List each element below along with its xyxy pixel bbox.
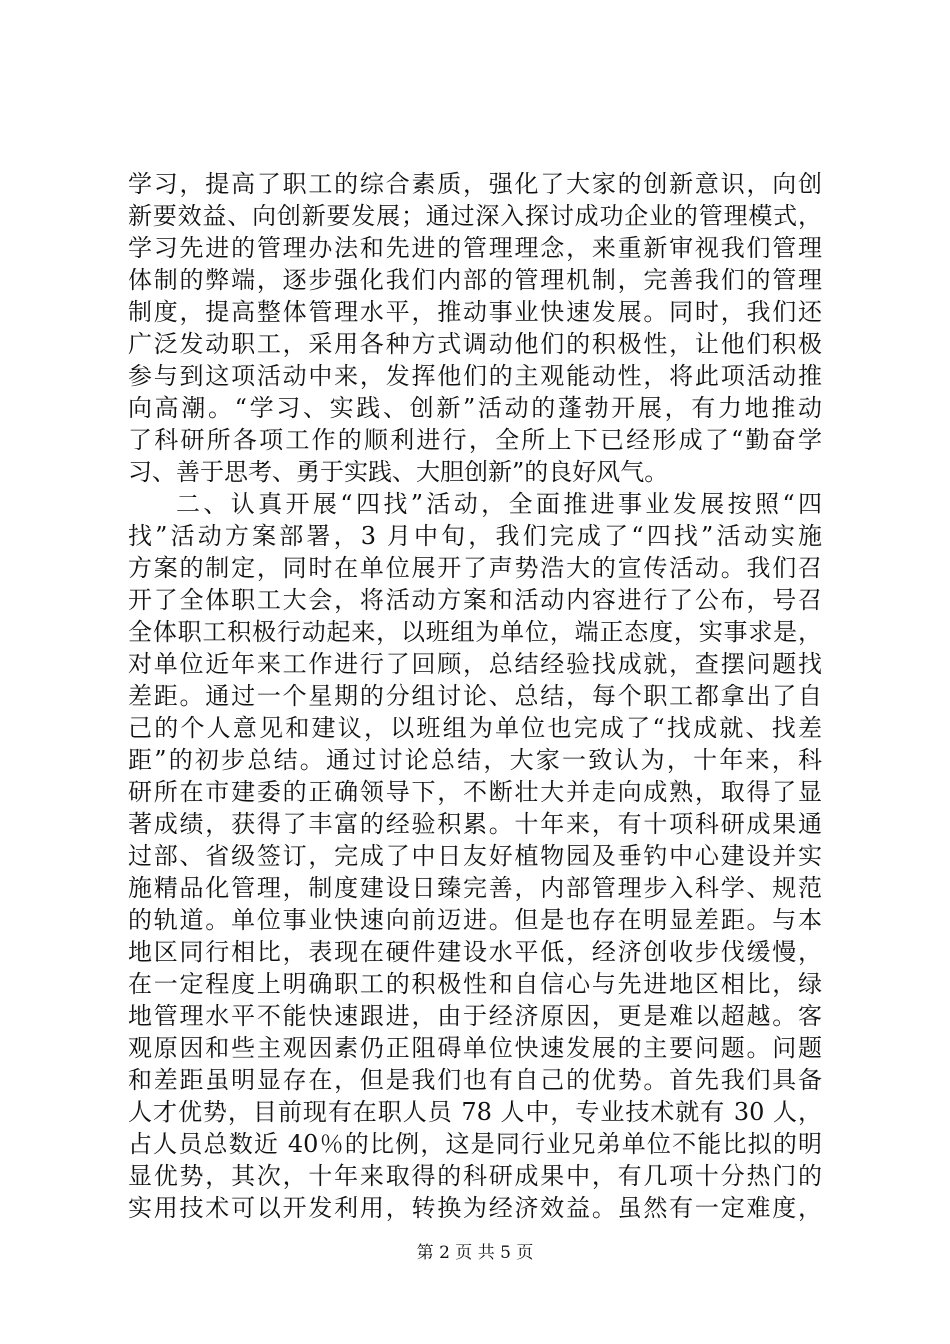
text-line: 体制的弊端，逐步强化我们内部的管理机制，完善我们的管理 [128,266,822,294]
text-line: 了科研所各项工作的顺利进行，全所上下已经形成了“勤奋学 [128,426,822,454]
text-line: 研所在市建委的正确领导下，不断壮大并走向成熟，取得了显 [128,778,822,806]
text-line: 新要效益、向创新要发展；通过深入探讨成功企业的管理模式， [128,202,822,230]
text-line: 施精品化管理，制度建设日臻完善，内部管理步入科学、规范 [128,874,822,902]
text-line: 制度，提高整体管理水平，推动事业快速发展。同时，我们还 [128,298,822,326]
body-text [128,168,822,1224]
text-line: 占人员总数近 40％的比例，这是同行业兄弟单位不能比拟的明 [128,1130,822,1158]
text-line: 方案的制定，同时在单位展开了声势浩大的宣传活动。我们召 [128,554,822,582]
text-line: 对单位近年来工作进行了回顾，总结经验找成就，查摆问题找 [128,650,822,678]
text-line: 距”的初步总结。通过讨论总结，大家一致认为，十年来，科 [128,746,822,774]
text-line: 地区同行相比，表现在硬件建设水平低，经济创收步伐缓慢， [128,938,822,966]
text-line: 人才优势，目前现有在职人员 78 人中，专业技术就有 30 人， [128,1098,822,1126]
text-line: 广泛发动职工，采用各种方式调动他们的积极性，让他们积极 [128,330,822,358]
text-line: 显优势，其次，十年来取得的科研成果中，有几项十分热门的 [128,1162,822,1190]
page-number-footer: 第 2 页 共 5 页 [416,1243,534,1263]
text-line: 找”活动方案部署，3 月中旬，我们完成了“四找”活动实施 [128,522,822,550]
text-line: 己的个人意见和建议，以班组为单位也完成了“找成就、找差 [128,714,822,742]
text-line: 过部、省级签订，完成了中日友好植物园及垂钓中心建设并实 [128,842,822,870]
text-line: 学习，提高了职工的综合素质，强化了大家的创新意识，向创 [128,170,822,198]
text-line: 全体职工积极行动起来，以班组为单位，端正态度，实事求是， [128,618,822,646]
text-line: 二、认真开展“四找”活动，全面推进事业发展按照“四 [176,490,822,518]
text-line: 实用技术可以开发利用，转换为经济效益。虽然有一定难度， [128,1194,822,1222]
text-line: 和差距虽明显存在，但是我们也有自己的优势。首先我们具备 [128,1066,822,1094]
text-line: 的轨道。单位事业快速向前迈进。但是也存在明显差距。与本 [128,906,822,934]
text-line: 观原因和些主观因素仍正阻碍单位快速发展的主要问题。问题 [128,1034,822,1062]
text-line: 开了全体职工大会，将活动方案和活动内容进行了公布，号召 [128,586,822,614]
text-line: 向高潮。“学习、实践、创新”活动的蓬勃开展，有力地推动 [128,394,822,422]
text-line: 参与到这项活动中来，发挥他们的主观能动性，将此项活动推 [128,362,822,390]
text-line: 著成绩，获得了丰富的经验积累。十年来，有十项科研成果通 [128,810,822,838]
text-line: 习、善于思考、勇于实践、大胆创新”的良好风气。 [128,458,669,486]
text-line: 在一定程度上明确职工的积极性和自信心与先进地区相比，绿 [128,970,822,998]
text-line: 学习先进的管理办法和先进的管理理念，来重新审视我们管理 [128,234,822,262]
text-line: 地管理水平不能快速跟进，由于经济原因，更是难以超越。客 [128,1002,822,1030]
text-line: 差距。通过一个星期的分组讨论、总结，每个职工都拿出了自 [128,682,822,710]
